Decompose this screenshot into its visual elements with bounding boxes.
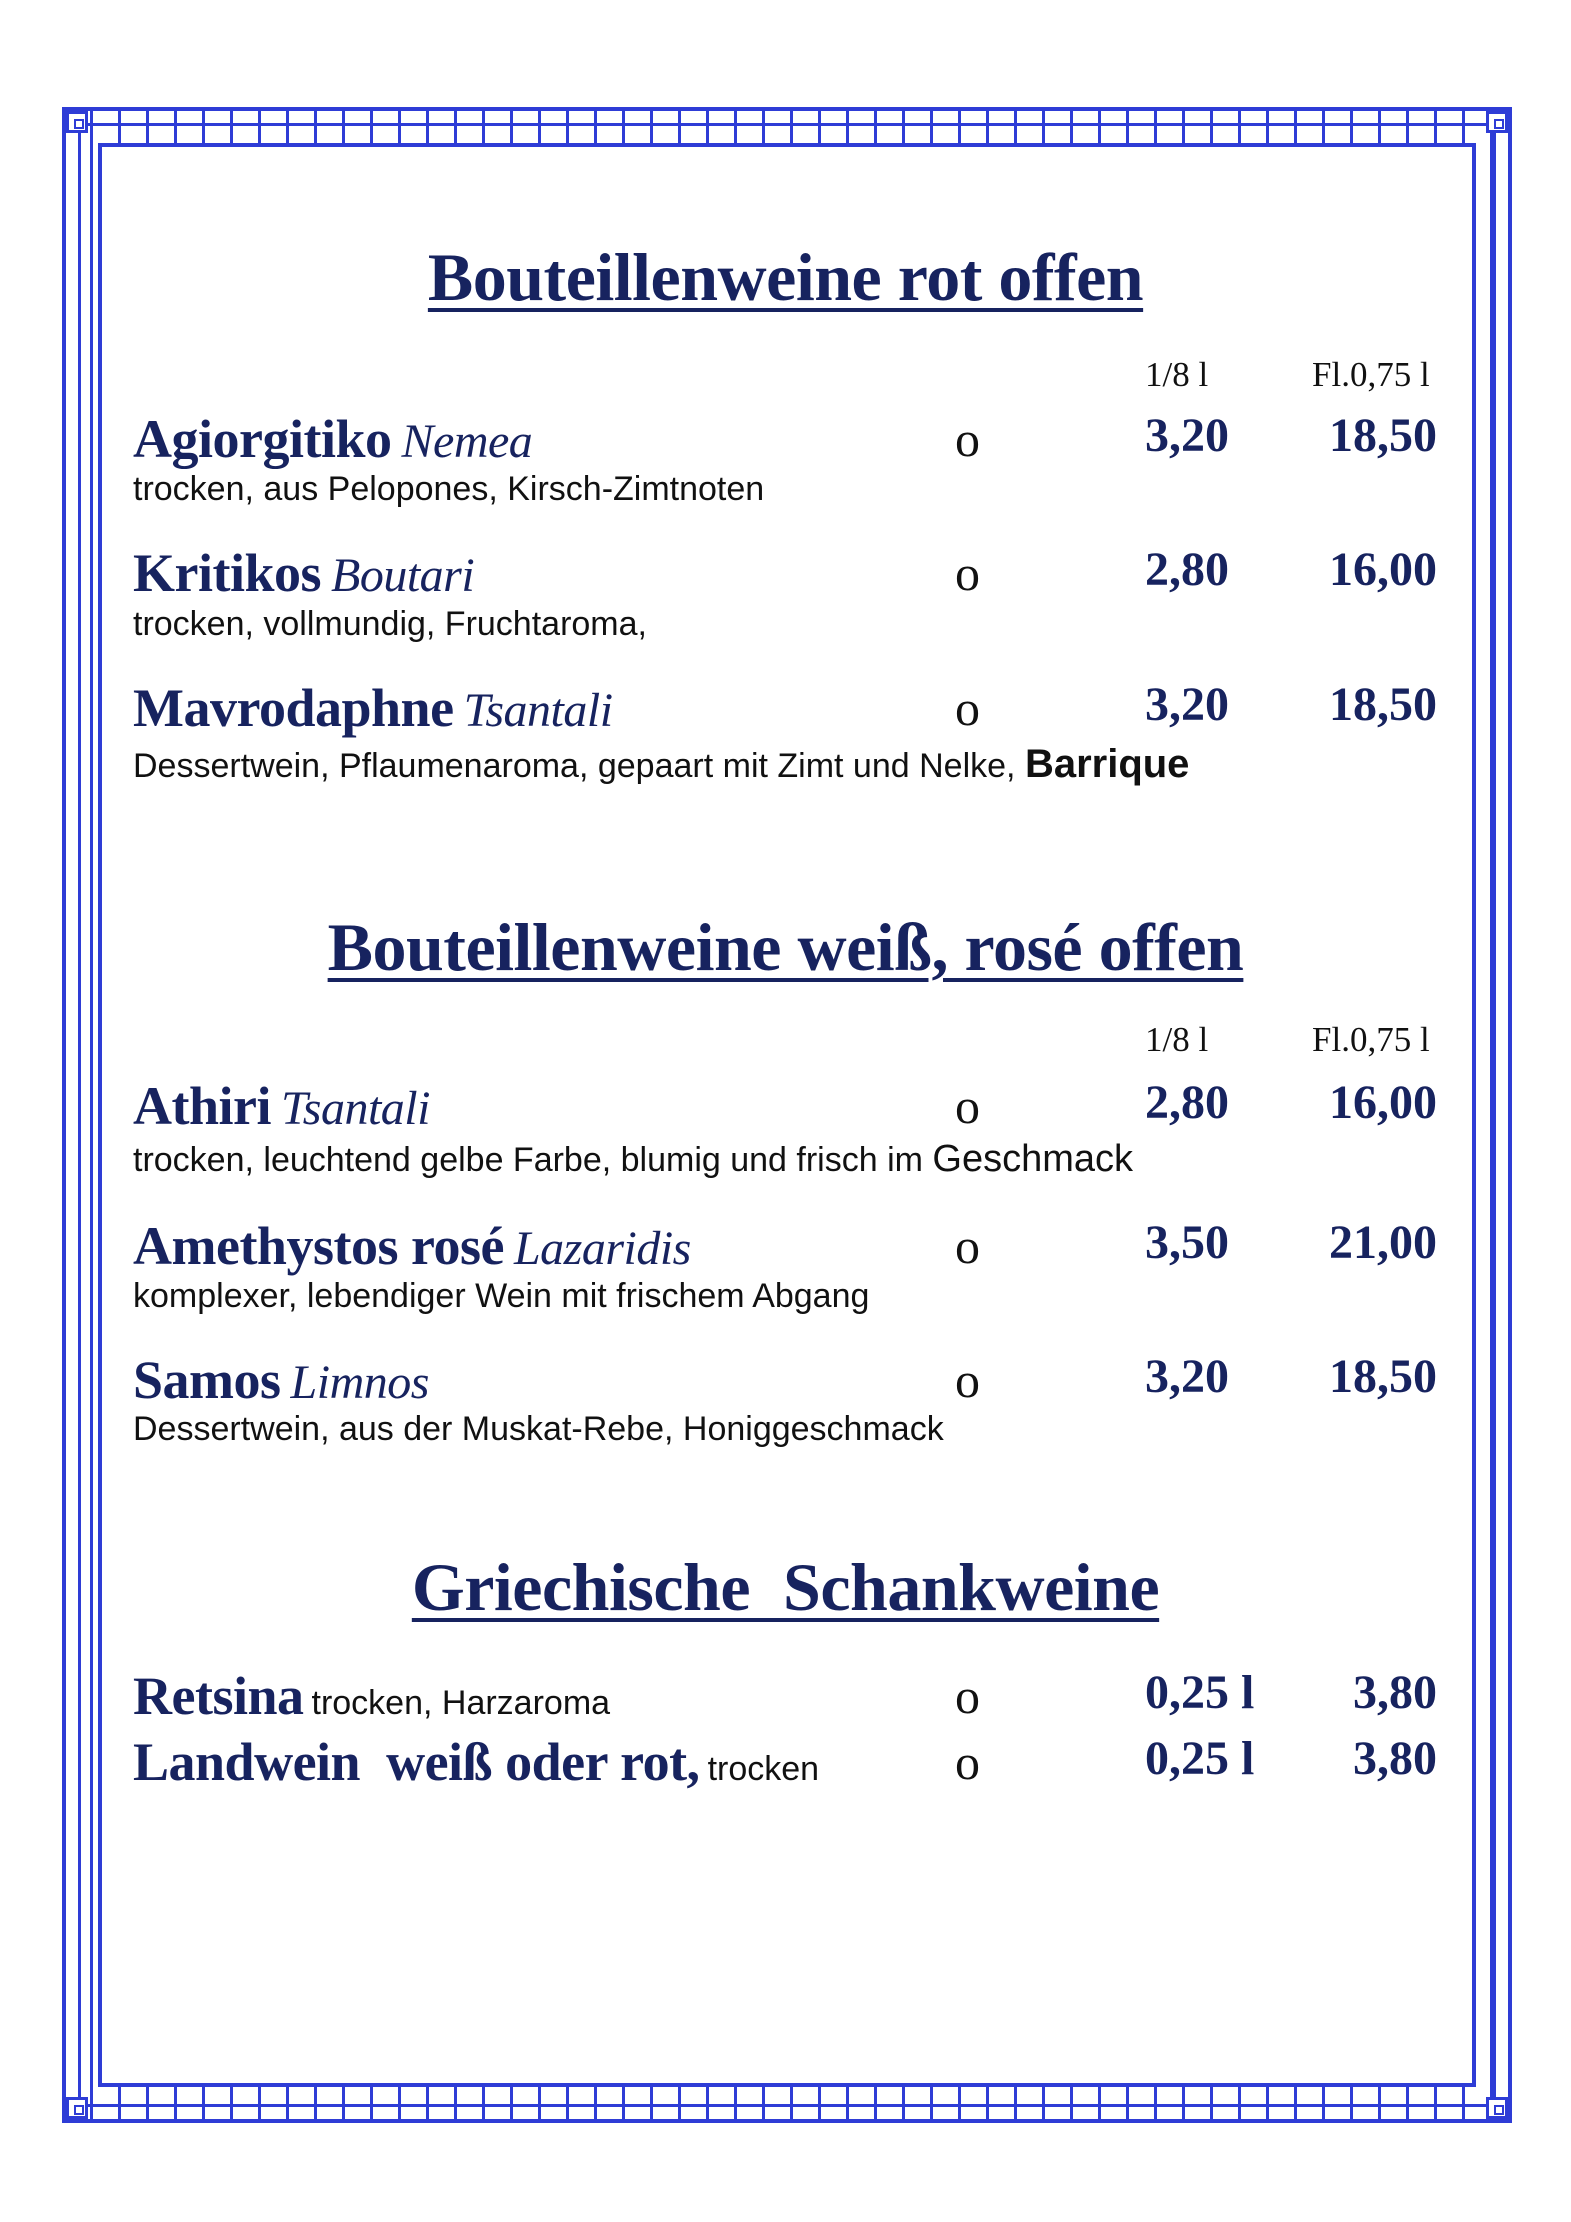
wine-description: komplexer, lebendiger Wein mit frischem Abgang	[133, 1277, 870, 1315]
wine-name: Athiri Tsantali	[133, 1076, 430, 1136]
wine-name: Landwein weiß oder rot, trocken	[133, 1732, 820, 1792]
wine-producer: Boutari	[331, 549, 475, 602]
price-glass: 2,80	[1145, 543, 1229, 596]
price-bottle: 16,00	[1329, 1076, 1437, 1129]
wine-row	[133, 677, 1463, 737]
wine-marker: o	[955, 680, 980, 736]
wine-description: Dessertwein, Pflaumenaroma, gepaart mit Zimt und Nelke, Barrique	[133, 742, 1190, 786]
wine-marker: o	[955, 1668, 980, 1724]
wine-row	[133, 408, 1463, 468]
wine-name: Mavrodaphne Tsantali	[133, 678, 613, 738]
wine-producer: Tsantali	[463, 684, 613, 737]
wine-row	[133, 1349, 1463, 1409]
column-header-bottle: Fl.0,75 l	[1312, 1020, 1430, 1059]
column-header-glass: 1/8 l	[1145, 355, 1209, 394]
wine-name: Samos Limnos	[133, 1350, 429, 1410]
price-bottle: 18,50	[1329, 1350, 1437, 1403]
wine-producer: Lazaridis	[513, 1222, 691, 1275]
wine-description: trocken, aus Pelopones, Kirsch-Zimtnoten	[133, 470, 765, 508]
wine-producer: Tsantali	[281, 1082, 430, 1135]
price-bottle: 3,80	[1353, 1666, 1437, 1719]
wine-name: Amethystos rosé Lazaridis	[133, 1216, 691, 1276]
section-heading-red: Bouteillenweine rot offen	[427, 239, 1144, 315]
price-glass: 3,20	[1145, 409, 1229, 462]
wine-note: trocken, Harzaroma	[311, 1684, 611, 1722]
price-glass: 0,25 l	[1145, 1732, 1255, 1785]
wine-marker: o	[955, 411, 980, 467]
price-bottle: 18,50	[1329, 409, 1437, 462]
price-bottle: 21,00	[1329, 1216, 1437, 1269]
price-bottle: 16,00	[1329, 543, 1437, 596]
wine-row	[133, 542, 1463, 602]
column-header-glass: 1/8 l	[1145, 1020, 1209, 1059]
barrique-label: Barrique	[1024, 742, 1190, 786]
wine-row	[133, 1665, 1463, 1725]
wine-row	[133, 1215, 1463, 1275]
price-glass: 2,80	[1145, 1076, 1229, 1129]
wine-description: trocken, leuchtend gelbe Farbe, blumig und frisch im Geschmack	[133, 1138, 1134, 1180]
column-header-bottle: Fl.0,75 l	[1312, 355, 1430, 394]
wine-row	[133, 1731, 1463, 1791]
section-heading-white-rose: Bouteillenweine weiß, rosé offen	[327, 909, 1244, 985]
section-heading-house-wines: Griechische Schankweine	[411, 1549, 1160, 1625]
price-glass: 3,50	[1145, 1216, 1229, 1269]
wine-producer: Limnos	[290, 1356, 429, 1409]
price-glass: 3,20	[1145, 678, 1229, 731]
wine-description: Dessertwein, aus der Muskat-Rebe, Honiggeschmack	[133, 1410, 944, 1448]
wine-marker: o	[955, 1218, 980, 1274]
price-bottle: 3,80	[1353, 1732, 1437, 1785]
wine-marker: o	[955, 1734, 980, 1790]
price-bottle: 18,50	[1329, 678, 1437, 731]
wine-name: Kritikos Boutari	[133, 543, 475, 603]
wine-row	[133, 1075, 1463, 1135]
price-glass: 0,25 l	[1145, 1666, 1255, 1719]
wine-description: trocken, vollmundig, Fruchtaroma,	[133, 605, 647, 643]
wine-marker: o	[955, 1078, 980, 1134]
wine-producer: Nemea	[401, 415, 533, 468]
wine-note: trocken	[707, 1750, 820, 1788]
wine-name: Retsina trocken, Harzaroma	[133, 1666, 611, 1726]
price-glass: 3,20	[1145, 1350, 1229, 1403]
wine-marker: o	[955, 1352, 980, 1408]
wine-marker: o	[955, 545, 980, 601]
wine-name: Agiorgitiko Nemea	[133, 409, 533, 469]
